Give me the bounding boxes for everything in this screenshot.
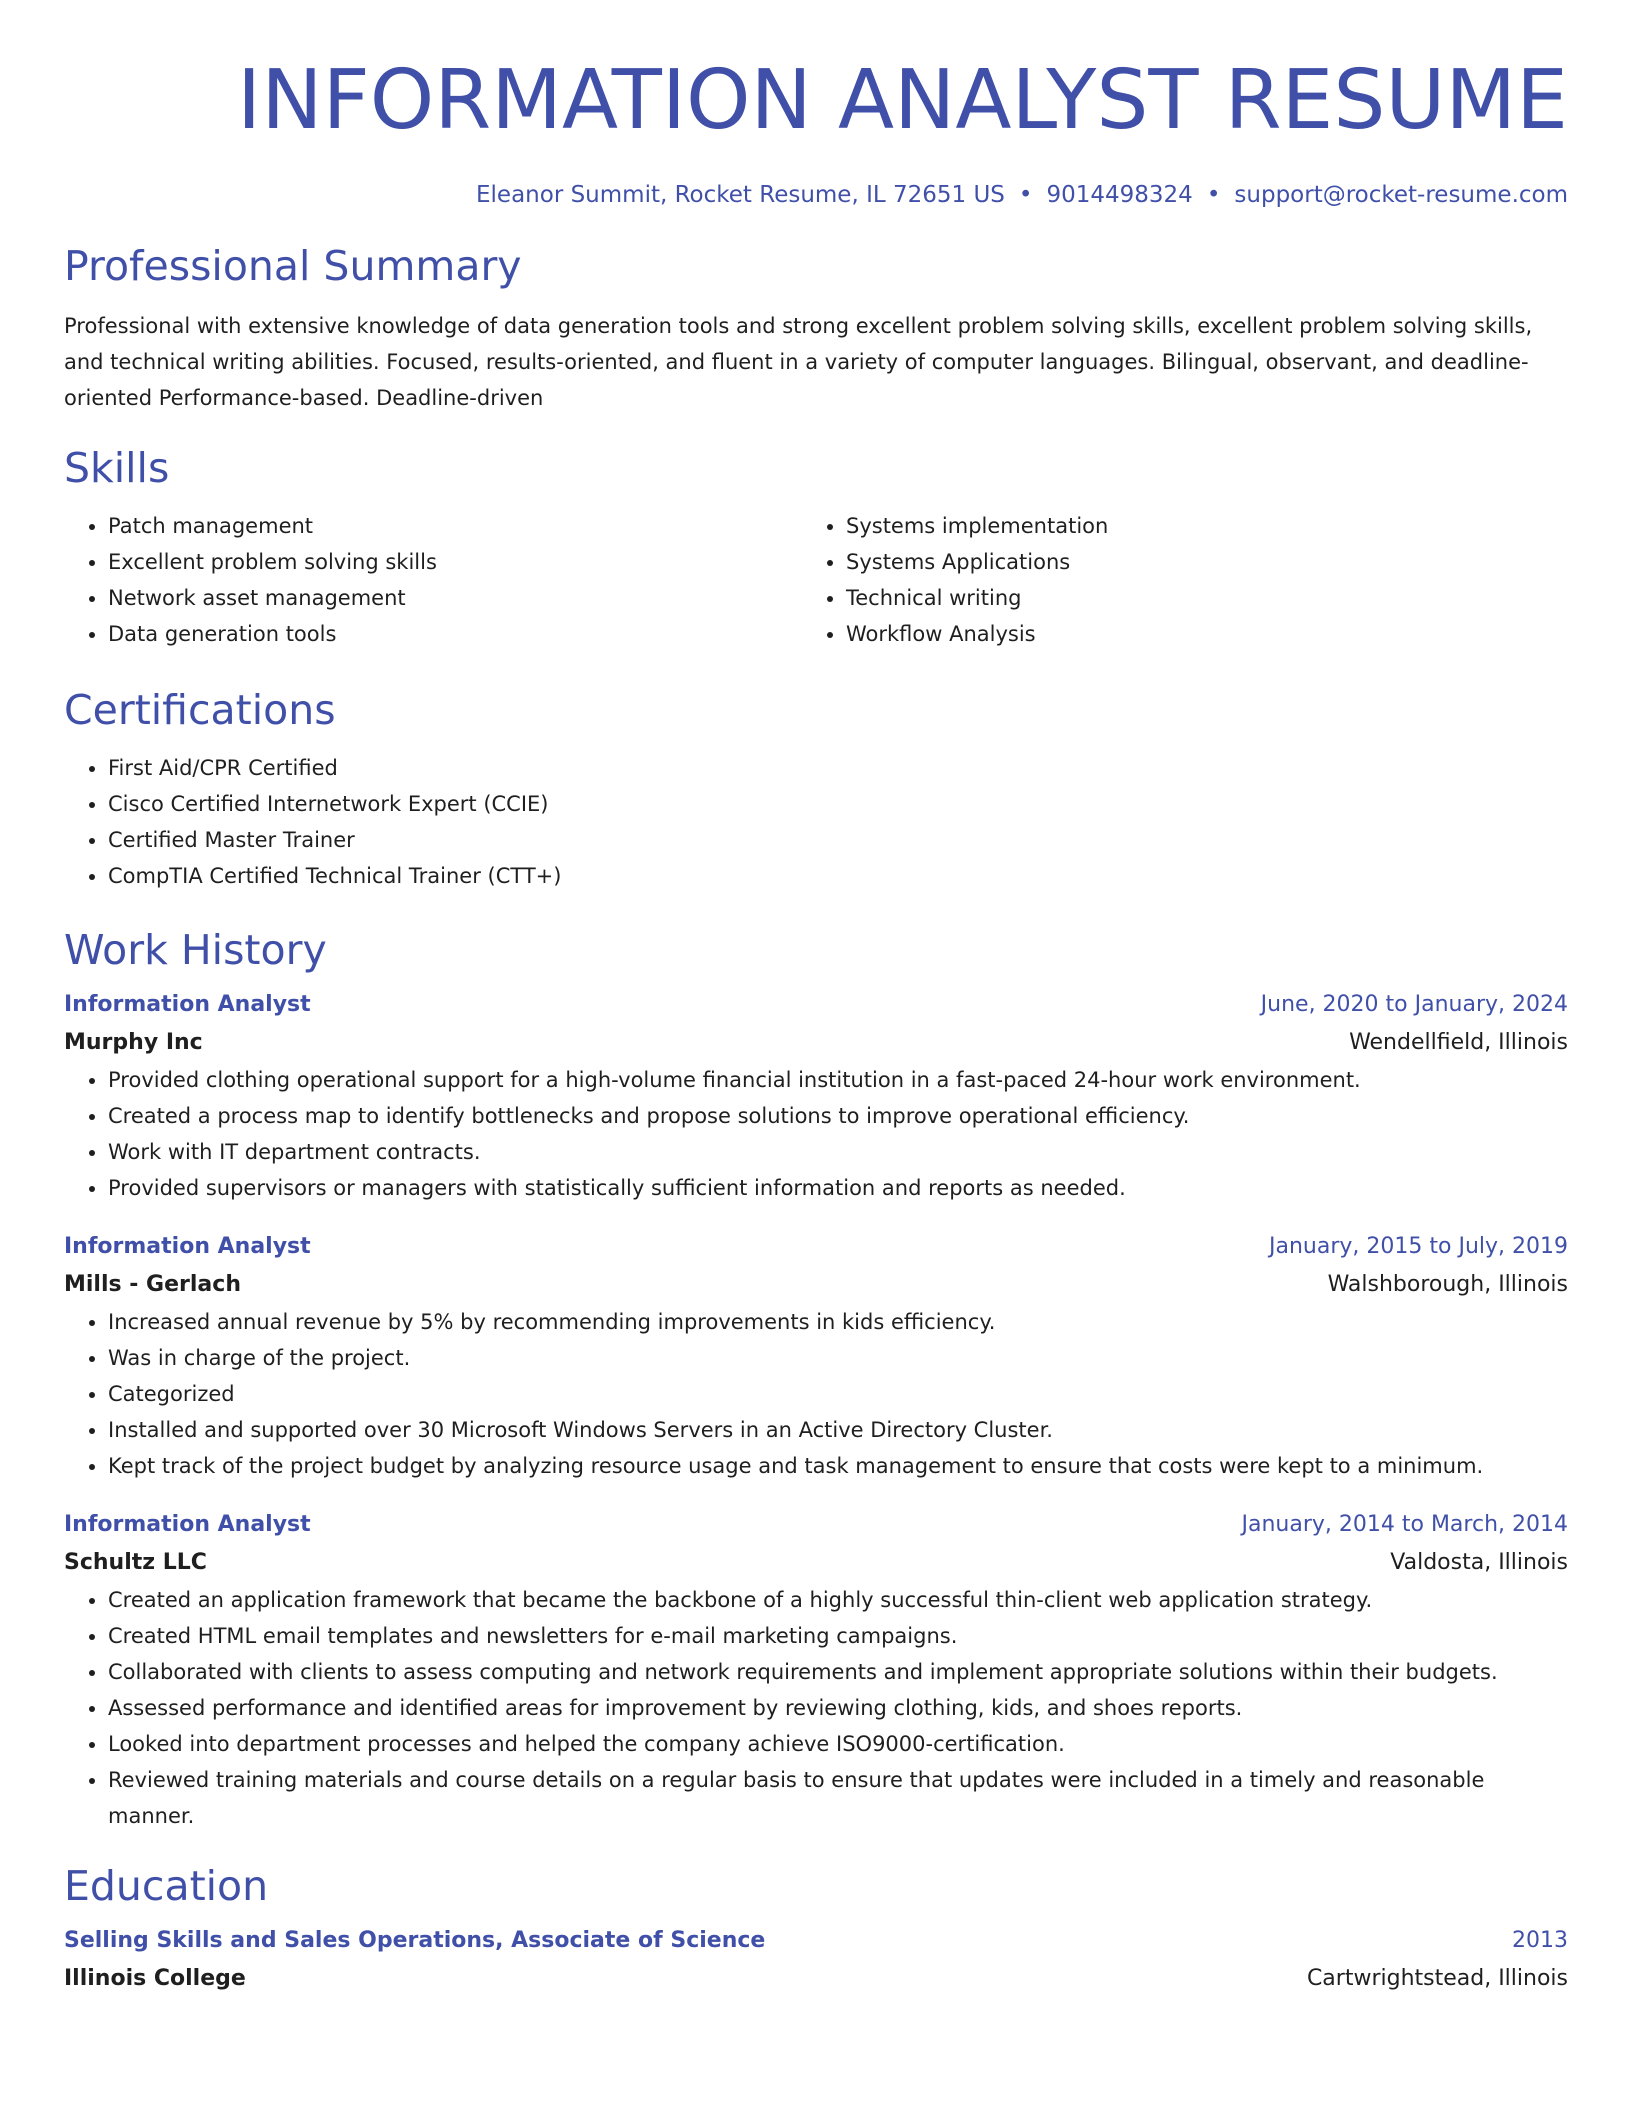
job-entry	[64, 1228, 1568, 1484]
job-employer: Schultz LLC	[64, 1550, 207, 1575]
education-location: Cartwrightstead, Illinois	[1306, 1966, 1568, 1991]
job-employer: Mills - Gerlach	[64, 1272, 241, 1297]
job-location: Walshborough, Illinois	[1327, 1272, 1568, 1297]
skill-item: • Excellent problem solving skills	[108, 544, 802, 580]
job-title: Information Analyst	[64, 1512, 311, 1537]
certification-item: • CompTIA Certified Technical Trainer (CTT+)	[108, 858, 1568, 894]
resume-title: INFORMATION ANALYST RESUME	[237, 53, 1568, 148]
job-dates: January, 2015 to July, 2019	[1269, 1234, 1568, 1259]
job-bullet: • Collaborated with clients to assess computing and network requirements and implement appropriate solutions within their budgets.	[108, 1654, 1568, 1690]
education-degree: Selling Skills and Sales Operations, Associate of Science	[64, 1928, 766, 1953]
skill-item: • Network asset management	[108, 580, 802, 616]
contact-phone: 9014498324	[1046, 182, 1193, 208]
job-title: Information Analyst	[64, 992, 311, 1017]
contact-email: support@rocket-resume.com	[1234, 182, 1568, 208]
skill-item: • Data generation tools	[108, 616, 802, 652]
job-bullet: • Looked into department processes and helped the company achieve ISO9000-certification.	[108, 1726, 1568, 1762]
skills-grid	[64, 508, 1568, 652]
education-section	[64, 1862, 1568, 1998]
job-bullet: • Work with IT department contracts.	[108, 1134, 1568, 1170]
skills-column-right	[802, 508, 1540, 652]
job-bullet: • Created an application framework that became the backbone of a highly successful thin-client web application strategy.	[108, 1582, 1568, 1618]
job-bullet: • Installed and supported over 30 Microsoft Windows Servers in an Active Directory Cluster.	[108, 1412, 1568, 1448]
job-bullets	[64, 1062, 1568, 1206]
skill-item: • Patch management	[108, 508, 802, 544]
summary-heading: Professional Summary	[64, 242, 522, 290]
education-entry	[64, 1922, 1568, 1998]
job-employer: Murphy Inc	[64, 1030, 203, 1055]
certification-item: • First Aid/CPR Certified	[108, 750, 1568, 786]
contact-separator: •	[1018, 182, 1033, 208]
summary-section	[64, 242, 1568, 416]
skills-section	[64, 444, 1568, 652]
job-bullet: • Created a process map to identify bottlenecks and propose solutions to improve operational efficiency.	[108, 1098, 1568, 1134]
job-bullet: • Kept track of the project budget by analyzing resource usage and task management to ensure that costs were kept to a minimum.	[108, 1448, 1568, 1484]
certifications-list	[64, 750, 1568, 894]
job-dates: June, 2020 to January, 2024	[1260, 992, 1568, 1017]
job-bullets	[64, 1582, 1568, 1834]
work-history-section	[64, 926, 1568, 1834]
skill-item: • Systems Applications	[846, 544, 1540, 580]
certifications-section	[64, 686, 1568, 894]
education-heading: Education	[64, 1862, 269, 1910]
job-bullet: • Was in charge of the project.	[108, 1340, 1568, 1376]
summary-text: Professional with extensive knowledge of data generation tools and strong excellent problem solving skills, excellent problem solving skills, and technical writing abilities. Focused, results-oriented, and fluent in a variety of computer languages. Bilingual, observant, and deadline-oriented Performance-based. Deadline-driven	[64, 314, 1533, 410]
contact-address: Eleanor Summit, Rocket Resume, IL 72651 US	[476, 182, 1005, 208]
job-location: Valdosta, Illinois	[1390, 1550, 1568, 1575]
job-title: Information Analyst	[64, 1234, 311, 1259]
work-history-heading: Work History	[64, 926, 327, 974]
job-bullet: • Provided clothing operational support for a high-volume financial institution in a fast-paced 24-hour work environment.	[108, 1062, 1568, 1098]
education-year: 2013	[1512, 1928, 1568, 1953]
contact-line	[64, 182, 1568, 208]
job-entry	[64, 986, 1568, 1206]
job-bullet: • Increased annual revenue by 5% by recommending improvements in kids efficiency.	[108, 1304, 1568, 1340]
job-bullet: • Created HTML email templates and newsletters for e-mail marketing campaigns.	[108, 1618, 1568, 1654]
education-school: Illinois College	[64, 1966, 246, 1991]
certifications-heading: Certifications	[64, 686, 336, 734]
skill-item: • Systems implementation	[846, 508, 1540, 544]
certification-item: • Certified Master Trainer	[108, 822, 1568, 858]
skills-column-left	[64, 508, 802, 652]
job-location: Wendellfield, Illinois	[1349, 1030, 1568, 1055]
skill-item: • Workflow Analysis	[846, 616, 1540, 652]
job-dates: January, 2014 to March, 2014	[1241, 1512, 1568, 1537]
job-bullet: • Categorized	[108, 1376, 1568, 1412]
job-bullets	[64, 1304, 1568, 1484]
job-bullet: • Provided supervisors or managers with statistically sufficient information and reports as needed.	[108, 1170, 1568, 1206]
certification-item: • Cisco Certified Internetwork Expert (CCIE)	[108, 786, 1568, 822]
contact-separator: •	[1206, 182, 1221, 208]
job-entry	[64, 1506, 1568, 1834]
skills-heading: Skills	[64, 444, 170, 492]
skill-item: • Technical writing	[846, 580, 1540, 616]
job-bullet: • Reviewed training materials and course details on a regular basis to ensure that updates were included in a timely and reasonable manner.	[108, 1762, 1568, 1834]
job-bullet: • Assessed performance and identified areas for improvement by reviewing clothing, kids, and shoes reports.	[108, 1690, 1568, 1726]
